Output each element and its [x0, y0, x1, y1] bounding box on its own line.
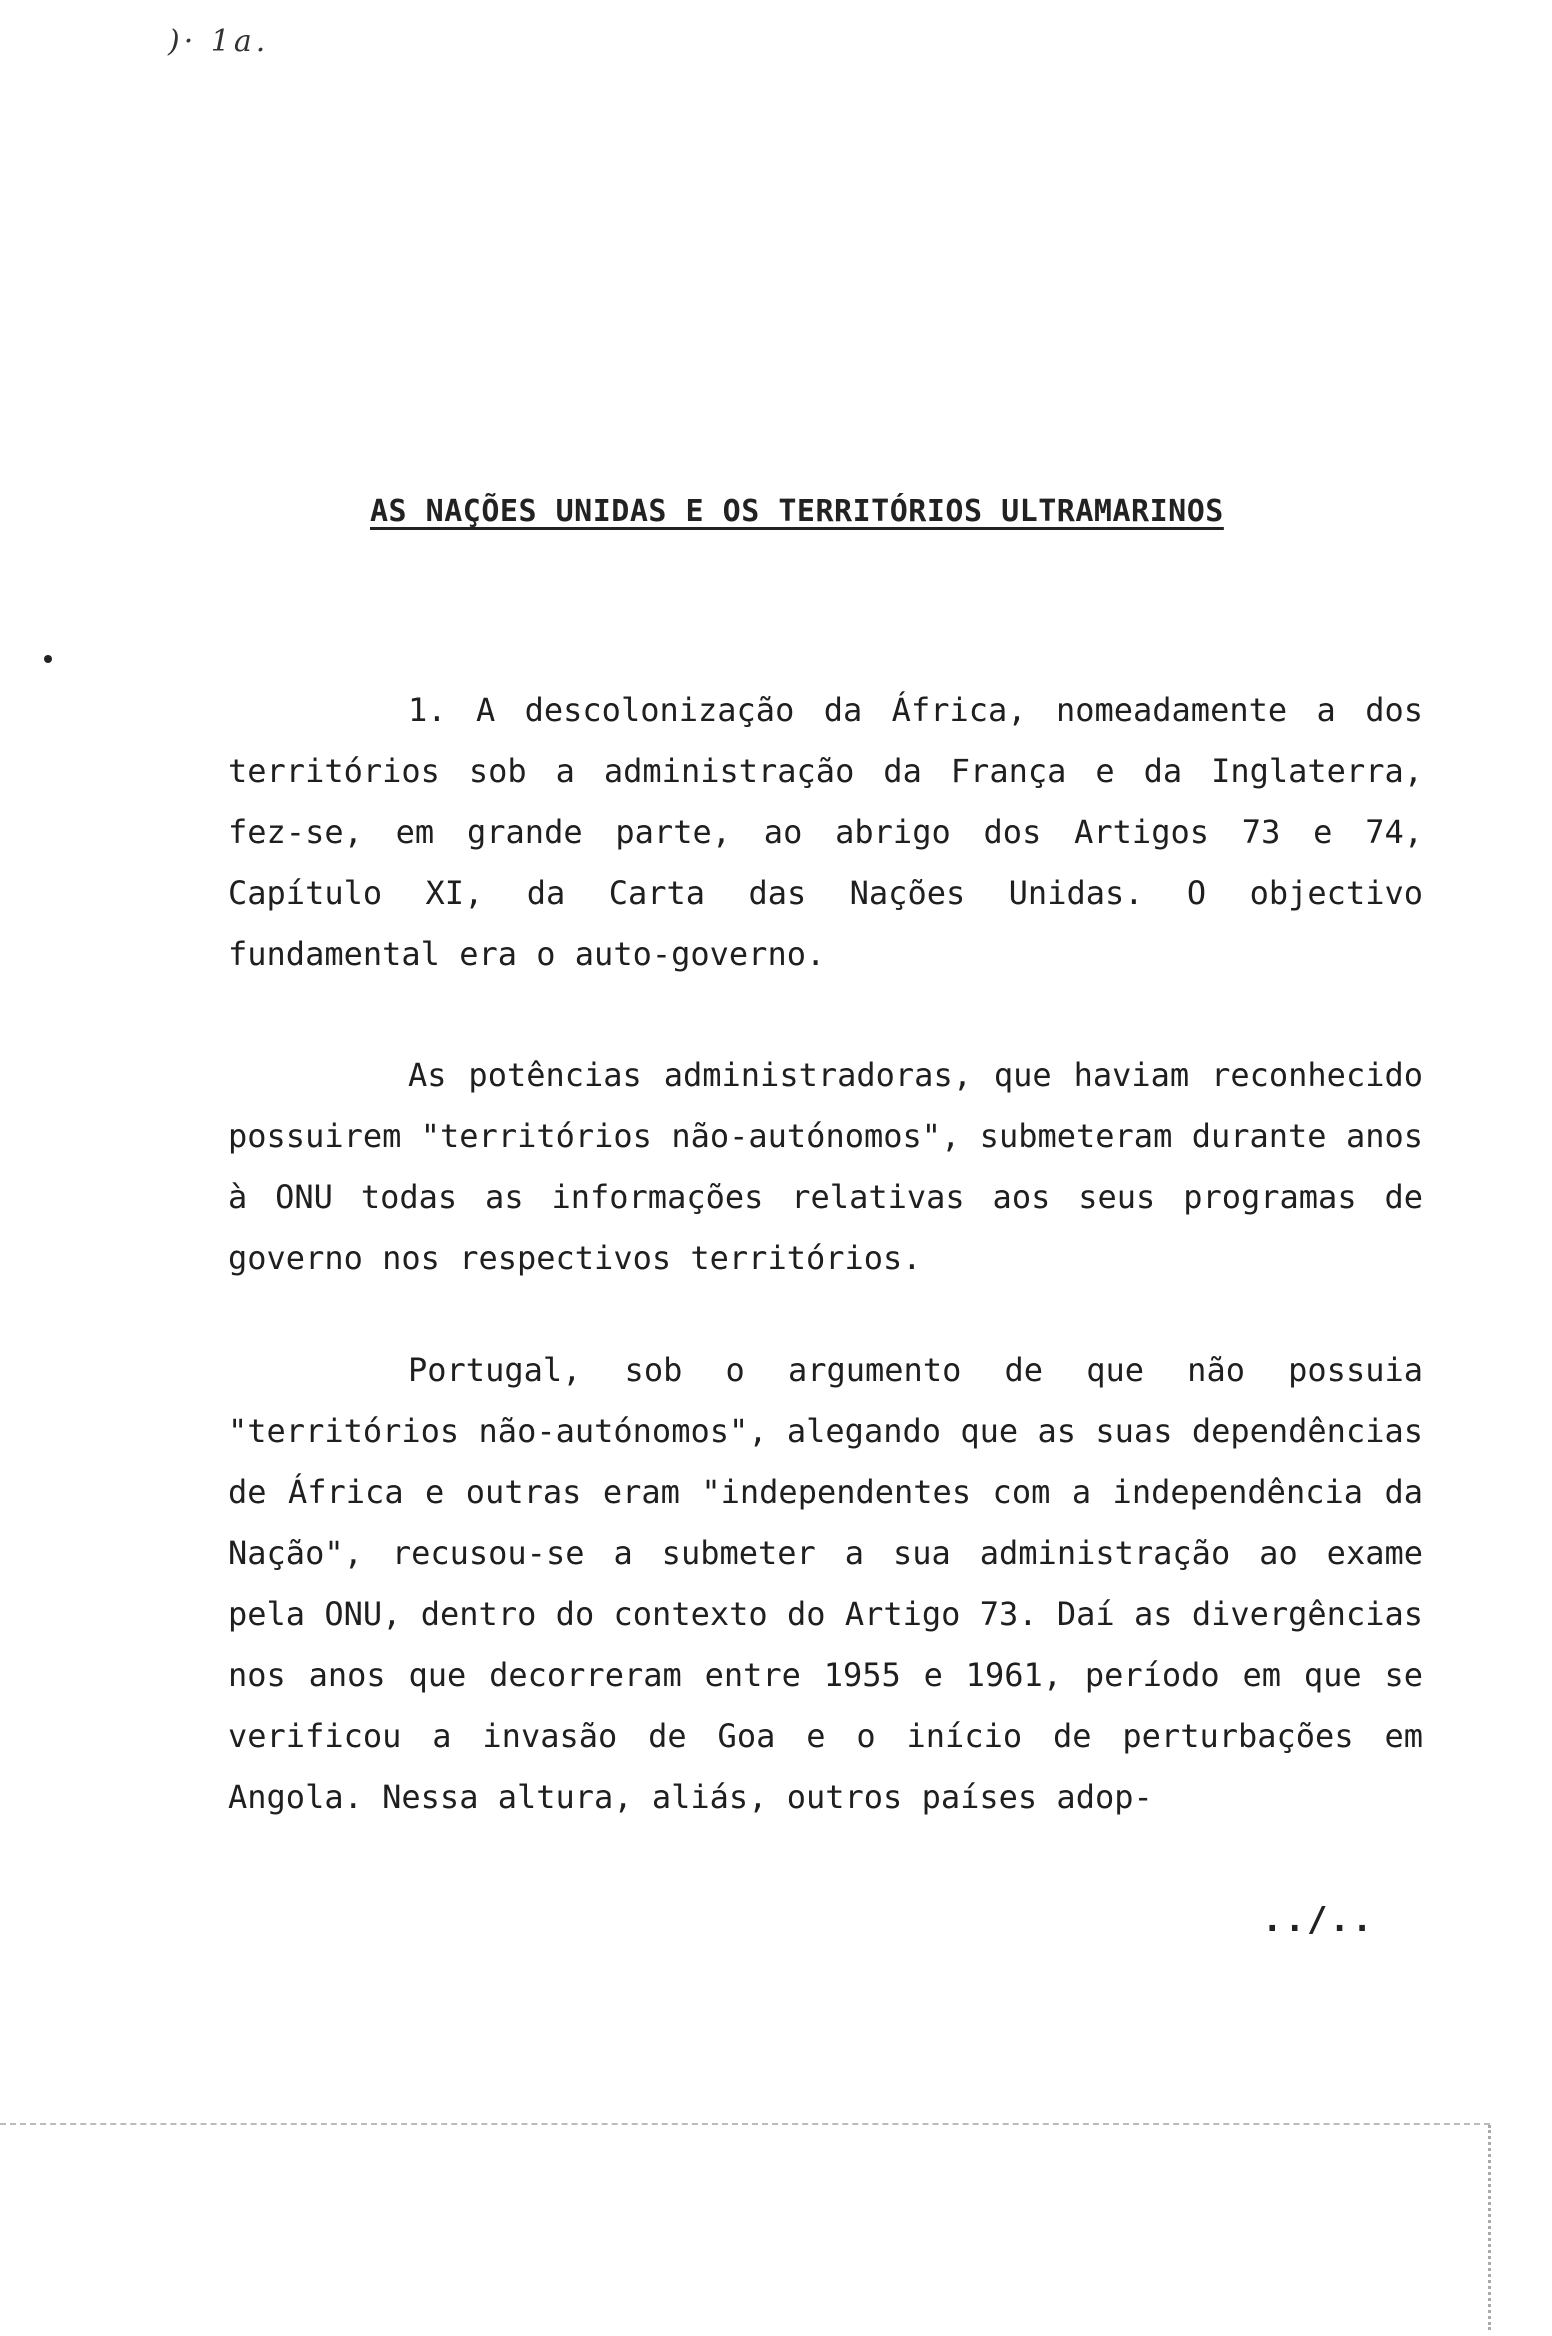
document-title: AS NAÇÕES UNIDAS E OS TERRITÓRIOS ULTRAMARINOS — [370, 494, 1224, 529]
paragraph-1: 1. A descolonização da África, nomeadamente a dos territórios sob a administração da França e da Inglaterra, fez-se, em grande parte, ao abrigo dos Artigos 73 e 74, Capítulo XI, da Carta das Nações Unidas. O objectivo fundamental era o auto-governo. — [228, 691, 1423, 973]
handwritten-margin-mark: )· 1a. — [168, 24, 270, 59]
scan-edge-line — [1488, 2125, 1491, 2330]
paragraph-3: Portugal, sob o argumento de que não possuia "territórios não-autónomos", alegando que as suas dependências de África e outras eram "independentes com a independência da Nação", recusou-se a submeter a sua administração ao exame pela ONU, dentro do contexto do Artigo 73. Daí as divergências nos anos que decorreram entre 1955 e 1961, período em que se verificou a invasão de Goa e o início de perturbações em Angola. Nessa altura, aliás, outros países adop- — [228, 1351, 1423, 1816]
scan-fold-line — [0, 2123, 1490, 2125]
paragraph-2: As potências administradoras, que haviam reconhecido possuirem "territórios não-autónomos", submeteram durante anos à ONU todas as informações relativas aos seus programas de governo nos respectivos territórios. — [228, 1056, 1423, 1277]
scan-speck — [44, 655, 52, 663]
continuation-mark: ../.. — [1262, 1900, 1375, 1940]
